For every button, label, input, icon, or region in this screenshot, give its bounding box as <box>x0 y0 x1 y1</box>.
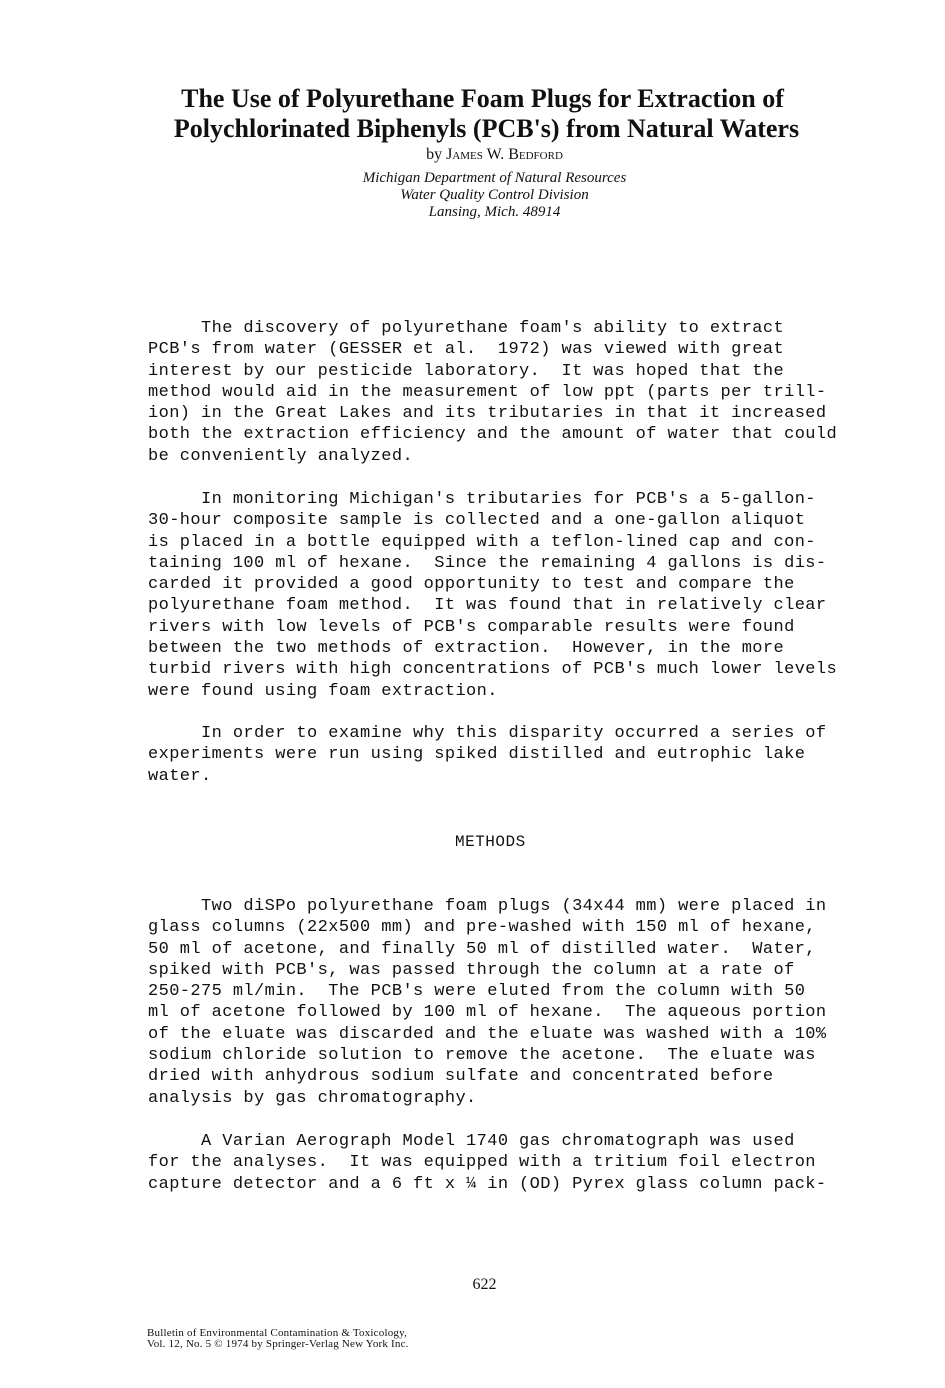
title-line-2: Polychlorinated Biphenyls (PCB's) from Natural Waters <box>173 114 800 143</box>
page-number-text: 622 <box>472 1276 497 1293</box>
paragraph-disparity: In order to examine why this disparity occurred a series of experiments were run using spiked distilled and eutrophic lake water. <box>148 724 827 786</box>
section-heading-methods: METHODS <box>455 833 526 851</box>
affiliation-division: Water Quality Control Division <box>400 187 589 203</box>
title-line-1: The Use of Polyurethane Foam Plugs for Extraction of <box>181 84 784 113</box>
byline-prefix: by <box>426 146 443 163</box>
author-name: James W. Bedford <box>446 146 563 163</box>
byline <box>22 146 945 164</box>
paragraph-introduction: The discovery of polyurethane foam's ability to extract PCB's from water (GESSER et al. 1972) was viewed with great interest by our pesticide laboratory. It was hoped that the method would aid in the measurement of low ppt (parts per trill- ion) in the Great Lakes and its tributaries in that it increased both the extraction efficiency and the amount of water that could be conveniently analyzed. <box>148 319 838 466</box>
footer-journal-line: Bulletin of Environmental Contamination & Toxicology, <box>147 1327 408 1339</box>
paragraph-methods-instrument: A Varian Aerograph Model 1740 gas chromatograph was used for the analyses. It was equipped with a tritium foil electron capture detector and a 6 ft x ¼ in (OD) Pyrex glass column pack- <box>148 1132 827 1194</box>
page-number <box>0 1276 945 1294</box>
paragraph-methods-procedure: Two diSPo polyurethane foam plugs (34x44 mm) were placed in glass columns (22x500 mm) and pre-washed with 150 ml of hexane, 50 ml of acetone, and finally 50 ml of distilled water. Water, spiked with PCB's, was passed through the column at a rate of 250-275 ml/min. The PCB's were eluted from the column with 50 ml of acetone followed by 100 ml of hexane. The aqueous portion of the eluate was discarded and the eluate was washed with a 10% sodium chloride solution to remove the acetone. The eluate was dried with anhydrous sodium sulfate and concentrated before analysis by gas chromatography. <box>148 897 827 1108</box>
paragraph-monitoring: In monitoring Michigan's tributaries for PCB's a 5-gallon- 30-hour composite sample is collected and a one-gallon aliquot is placed in a bottle equipped with a teflon-lined cap and con- taining 100 ml of hexane. Since the remaining 4 gallons is dis- carded it provided a good opportunity to test and compare the polyurethane foam method. It was found that in relatively clear rivers with low levels of PCB's comparable results were found between the two methods of extraction. However, in the more turbid rivers with high concentrations of PCB's much lower levels were found using foam extraction. <box>148 490 838 701</box>
footer-volume-line: Vol. 12, No. 5 © 1974 by Springer-Verlag New York Inc. <box>147 1338 409 1350</box>
affiliation-department: Michigan Department of Natural Resources <box>362 170 627 186</box>
affiliation-location: Lansing, Mich. 48914 <box>428 204 561 220</box>
